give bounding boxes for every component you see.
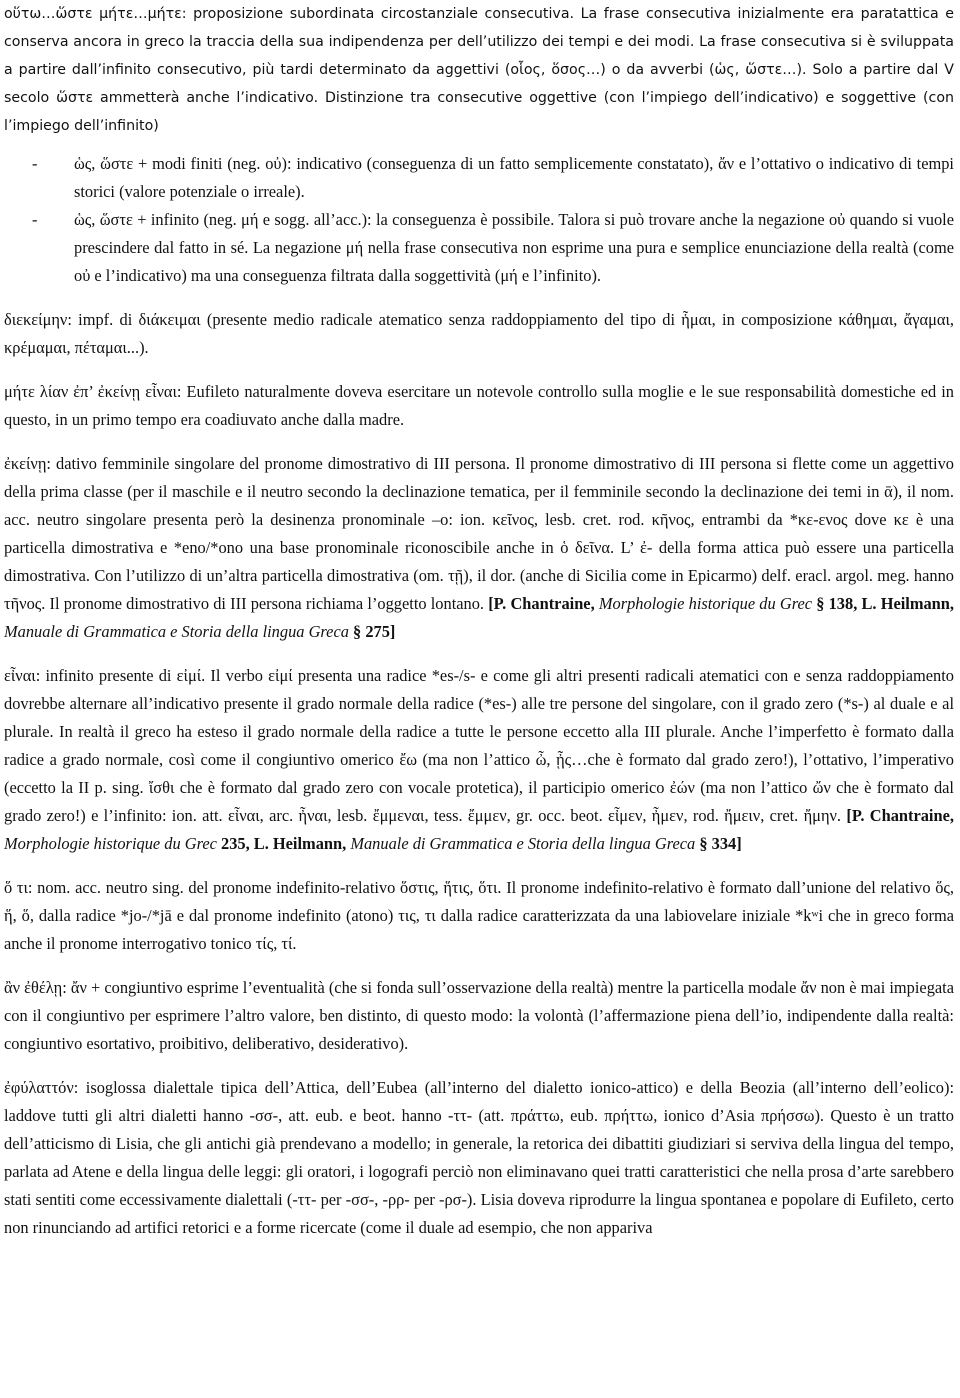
- reference-middle: § 138, L. Heilmann,: [812, 594, 955, 613]
- reference-close: § 334]: [695, 834, 742, 853]
- paragraph-text: ἐκείνῃ: dativo femminile singolare del pronome dimostrativo di III persona. Il pronome dimostrativo di III persona si flette come un aggettivo della prima classe (per il maschile e il neutro secondo la declinazione tematica, per il femminile secondo la declinazione dei temi in ᾱ), il nom. acc. neutro singolare presenta però la desinenza pronominale –ο: ion. κεῖνος, lesb. cret. rod. κῆνος, entrambi da *κε-ενος dove κε è una particella dimostrativa e *eno/*ono una base pronominale riconoscibile anche in ὁ δεῖνα. L’ ἐ- della forma attica può essere una particella dimostrativa. Con l’utilizzo di un’altra particella dimostrativa (om. τῇ), il dor. (anche di Sicilia come in Epicarmo) delf. eracl. argol. meg. hanno τῆνος. Il pronome dimostrativo di III persona richiama l’oggetto lontano.: [4, 454, 954, 613]
- paragraph-einai: [4, 662, 954, 858]
- paragraph-text: εἶναι: infinito presente di εἰμί. Il verbo εἰμί presenta una radice *es-/s- e come gli altri presenti radicali atematici con e senza raddoppiamento dovrebbe alternare all’indicativo presente il grado normale della radice (*es-) alle tre persone del singolare, con il grado zero (*s-) al duale e al plurale. In realtà il greco ha esteso il grado normale della radice a tutte le persone eccetto alla III plurale. Anche l’imperfetto è formato dalla radice a grado normale, così come il congiuntivo omerico ἔω (ma non l’attico ὦ, ᾖς…che è formato dal grado zero!), l’ottativo, l’imperativo (eccetto la II p. sing. ἴσθι che è formato dal grado zero con vocale protetica), il participio omerico ἐών (ma non l’attico ὤν che è formato dal grado zero!) e l’infinito: ion. att. εἶναι, arc. ἦναι, lesb. ἔμμεναι, tess. ἔμμεν, gr. occ. beot. εἶμεν, ἦμεν, rod. ἤμειν, cret. ἤμην.: [4, 666, 954, 825]
- reference-middle: 235, L. Heilmann,: [216, 834, 351, 853]
- bullet-text: ὡς, ὥστε + modi finiti (neg. οὐ): indicativo (conseguenza di un fatto semplicemente constatato), ἄν e l’ottativo o indicativo di tempi storici (valore potenziale o irreale).: [74, 154, 954, 201]
- reference-open: [P. Chantraine,: [846, 806, 954, 825]
- bullet-text: ὡς, ὥστε + infinito (neg. μή e sogg. all’acc.): la conseguenza è possibile. Talora si può trovare anche la negazione οὐ quando si vuole prescindere dal fatto in sé. La negazione μή nella frase consecutiva non esprime una pura e semplice enunciazione della realtà (come οὐ e l’indicativo) ma una conseguenza filtrata dalla soggettività (μή e l’infinito).: [74, 210, 954, 285]
- paragraph-ephylatton: ἐφύλαττόν: isoglossa dialettale tipica dell’Attica, dell’Eubea (all’interno del dialetto ionico-attico) e della Beozia (all’interno dell’eolico): laddove tutti gli altri dialetti hanno -σσ-, att. eub. e beot. hanno -ττ- (att. πράττω, eub. πρήττω, ionico d’Asia πρήσσω). Questo è un tratto dell’atticismo di Lisia, che gli antichi già prendevano a modello; in generale, la retorica dei dibattiti giudiziari si serviva della lingua del tempo, parlata ad Atene e della lingua delle leggi: gli oratori, i logografi perciò non eliminavano quei tratti caratteristici che nella prosa d’arte sarebbero stati sentiti come eccessivamente dialettali (-ττ- per -σσ-, -ρρ- per -ρσ-). Lisia doveva riprodurre la lingua spontanea e popolare di Eufileto, certo non rinunciando ad artifici retorici e a forme ricercate (come il duale ad esempio, che non appariva: [4, 1078, 954, 1237]
- paragraph-consecutive-clause: οὕτω…ὥστε μήτε…μήτε: proposizione subordinata circostanziale consecutiva. La frase consecutiva inizialmente era paratattica e conserva ancora in greco la traccia della sua indipendenza per dell’utilizzo dei tempi e dei modi. La frase consecutiva si è sviluppata a partire dall’infinito consecutivo, più tardi determinato da aggettivi (οἷος, ὅσος…) o da avverbi (ὡς, ὥστε…). Solo a partire dal V secolo ὥστε ammetterà anche l’indicativo. Distinzione tra consecutive oggettive (con l’impiego dell’indicativo) e soggettive (con l’impiego dell’infinito): [4, 6, 954, 134]
- bullet-dash: -: [32, 154, 38, 173]
- paragraph-ho-ti: ὅ τι: nom. acc. neutro sing. del pronome indefinito-relativo ὅστις, ἥτις, ὅτι. Il pronome indefinito-relativo è formato dall’unione del relativo ὅς, ἥ, ὅ, dalla radice *jo-/*jā e dal pronome indefinito (atono) τις, τι dalla radice caratterizzata da una labiovelare iniziale *kʷi che in greco forma anche il pronome interrogativo tonico τίς, τί.: [4, 878, 954, 953]
- paragraph-ekeine: [4, 450, 954, 646]
- reference-book-title: Manuale di Grammatica e Storia della lingua Greca: [4, 622, 349, 641]
- paragraph-mete-lian: μήτε λίαν ἐπ’ ἐκείνῃ εἶναι: Eufileto naturalmente doveva esercitare un notevole controllo sulla moglie e le sue responsabilità domestiche ed in questo, in un primo tempo era coadiuvato anche dalla madre.: [4, 382, 954, 429]
- paragraph-diekeimen: διεκείμην: impf. di διάκειμαι (presente medio radicale atematico senza raddoppiamento del tipo di ἧμαι, in composizione κάθημαι, ἄγαμαι, κρέμαμαι, πέταμαι...).: [4, 310, 954, 357]
- reference-close: § 275]: [348, 622, 396, 641]
- consecutive-bullet-list: [4, 150, 954, 290]
- reference-open: [P. Chantraine,: [488, 594, 599, 613]
- bullet-dash: -: [32, 210, 38, 229]
- list-item: [4, 206, 954, 290]
- paragraph-an-ethele: ἂν ἐθέλῃ: ἄν + congiuntivo esprime l’eventualità (che si fonda sull’osservazione della realtà) mentre la particella modale ἄν non è mai impiegata con il congiuntivo per esprimere l’altro valore, ben distinto, di questo modo: la volontà (l’affermazione piena dell’io, indipendente dalla realtà: congiuntivo esortativo, proibitivo, deliberativo, desiderativo).: [4, 978, 954, 1053]
- reference-book-title: Morphologie historique du Grec: [4, 834, 217, 853]
- reference-book-title: Manuale di Grammatica e Storia della lingua Greca: [350, 834, 696, 853]
- reference-book-title: Morphologie historique du Grec: [598, 594, 813, 613]
- list-item: [4, 150, 954, 206]
